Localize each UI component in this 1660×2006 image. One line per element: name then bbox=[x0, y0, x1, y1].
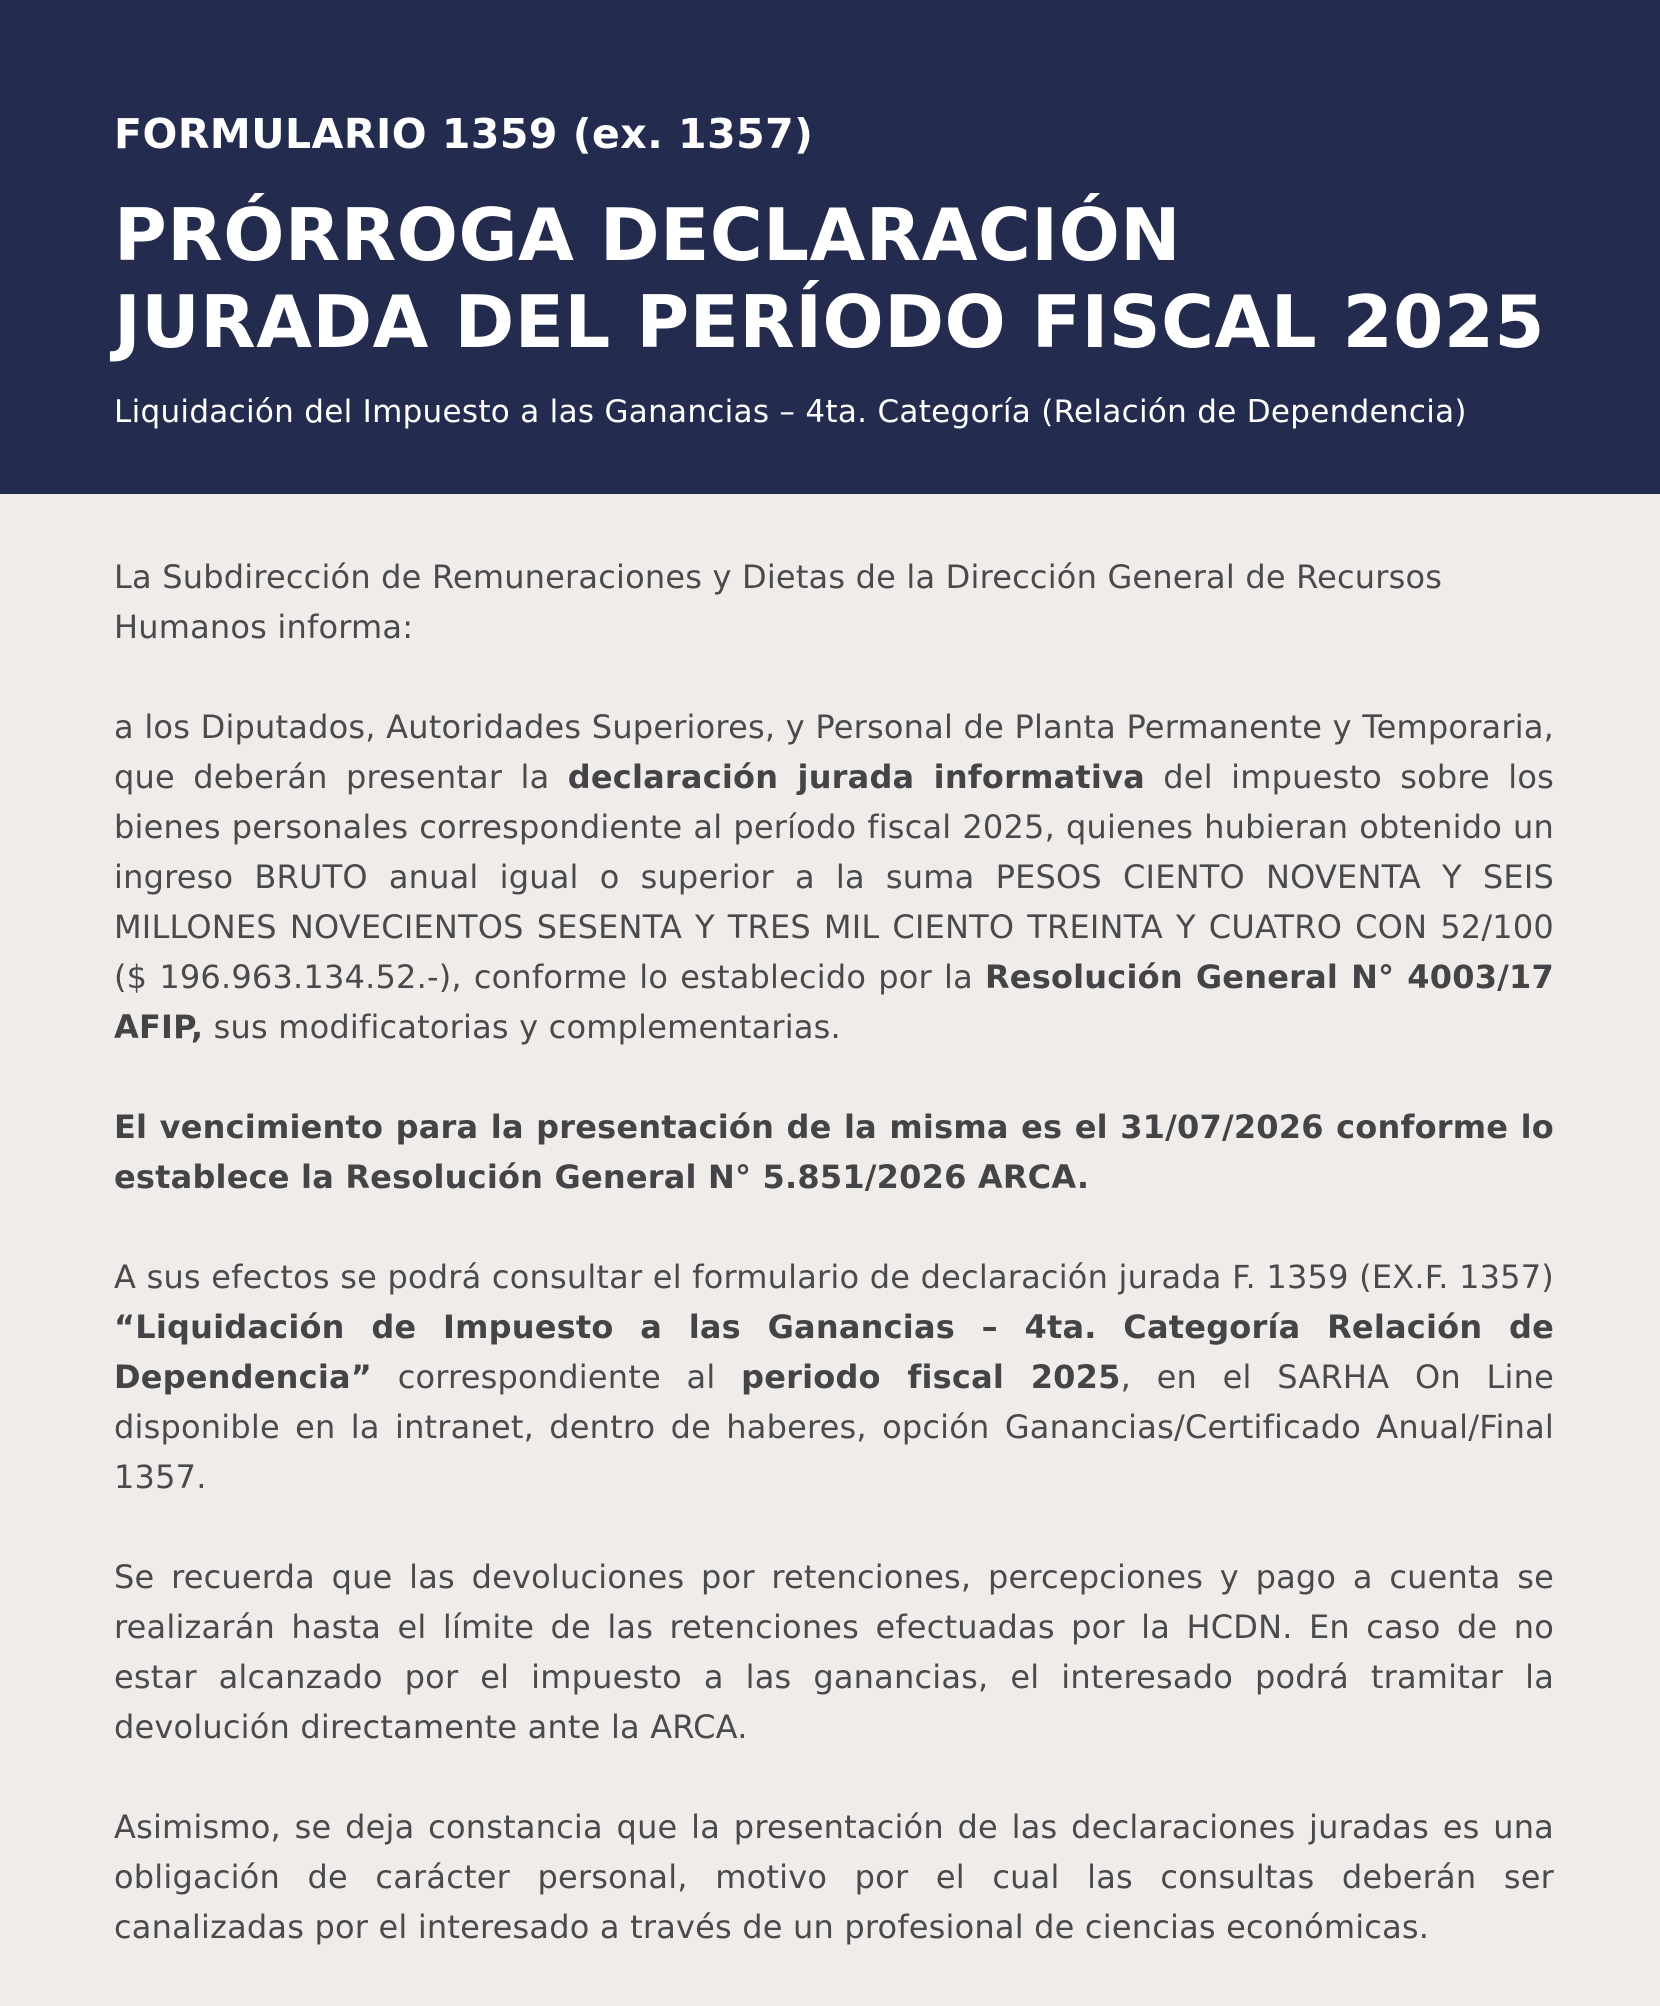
title-line-1: PRÓRROGA DECLARACIÓN bbox=[114, 193, 1182, 277]
paragraph-declaration bbox=[114, 702, 1554, 1052]
p3-text-a: A sus efectos se podrá consultar el formulario de declaración jurada F. 1359 (EX.F. 1357) bbox=[114, 1258, 1554, 1296]
paragraph-deadline bbox=[114, 1102, 1554, 1202]
paragraph-form-consult bbox=[114, 1252, 1554, 1502]
p3-bold-form-title: “Liquidación de Impuesto a las Ganancias – 4ta. Categoría Relación de Dependencia” bbox=[114, 1308, 1554, 1396]
paragraph-obligation: Asimismo, se deja constancia que la presentación de las declaraciones juradas es una obligación de carácter personal, motivo por el cual las consultas deberán ser canalizadas por el interesado a través de un profesional de ciencias económicas. bbox=[114, 1808, 1554, 1946]
p3-text-e: , en el SARHA On Line disponible en la intranet, dentro de haberes, opción Ganancias/Certificado Anual/Final 1357. bbox=[114, 1358, 1554, 1496]
p3-bold-period: periodo fiscal 2025 bbox=[741, 1358, 1121, 1396]
p1-text-a: a los Diputados, Autoridades Superiores, y Personal de Planta Permanente y Temporaria, que deberán presentar la bbox=[114, 708, 1554, 796]
p3-text-c: correspondiente al bbox=[372, 1358, 742, 1396]
document-body bbox=[0, 494, 1660, 1952]
page-subtitle: Liquidación del Impuesto a las Ganancias – 4ta. Categoría (Relación de Dependencia) bbox=[114, 394, 1467, 430]
form-number: FORMULARIO 1359 (ex. 1357) bbox=[114, 110, 814, 158]
header-banner bbox=[0, 0, 1660, 494]
page-title bbox=[114, 192, 1548, 366]
p1-bold-resolution: Resolución General N° 4003/17 AFIP, bbox=[114, 958, 1554, 1046]
paragraph-refunds: Se recuerda que las devoluciones por retenciones, percepciones y pago a cuenta se realizarán hasta el límite de las retenciones efectuadas por la HCDN. En caso de no estar alcanzado por el impuesto a las ganancias, el interesado podrá tramitar la devolución directamente ante la ARCA. bbox=[114, 1558, 1554, 1746]
intro-paragraph: La Subdirección de Remuneraciones y Dietas de la Dirección General de Recursos Humanos informa: bbox=[114, 558, 1443, 646]
p1-bold-declaration: declaración jurada informativa bbox=[567, 758, 1145, 796]
deadline-bold: El vencimiento para la presentación de la misma es el 31/07/2026 conforme lo establece la Resolución General N° 5.851/2026 ARCA. bbox=[114, 1108, 1554, 1196]
p1-text-c: del impuesto sobre los bienes personales correspondiente al período fiscal 2025, quienes hubieran obtenido un ingreso BRUTO anual igual o superior a la suma PESOS CIENTO NOVENTA Y SEIS MILLONES NOVECIENTOS SESENTA Y TRES MIL CIENTO TREINTA Y CUATRO CON 52/100 ($ 196.963.134.52.-), conforme lo establecido por la bbox=[114, 758, 1554, 996]
title-line-2: JURADA DEL PERÍODO FISCAL 2025 bbox=[114, 280, 1546, 364]
p1-text-e: sus modificatorias y complementarias. bbox=[203, 1008, 841, 1046]
